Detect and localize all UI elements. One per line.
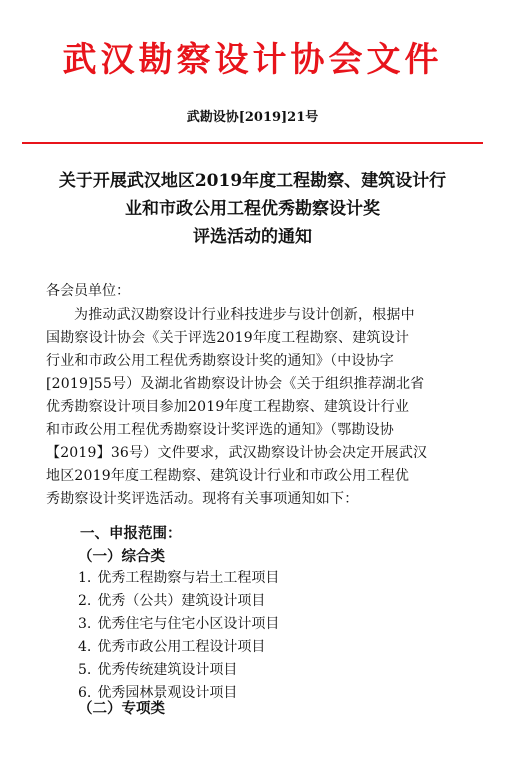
list-item <box>78 636 279 659</box>
list-item <box>78 590 279 613</box>
list-item-number: 3. <box>78 616 92 632</box>
list-item-text: 优秀市政公用工程设计项目 <box>97 639 266 655</box>
body-line: 地区2019年度工程勘察、建筑设计行业和市政公用工程优 <box>46 468 410 484</box>
list-item-text: 优秀（公共）建筑设计项目 <box>97 593 266 609</box>
notice-title-line: 业和市政公用工程优秀勘察设计奖 <box>125 199 380 219</box>
body-line: 和市政公用工程优秀勘察设计奖评选的通知》（鄂勘设协 <box>46 422 394 438</box>
list-item <box>78 613 279 636</box>
list-item-number: 2. <box>78 593 92 609</box>
body-line: 优秀勘察设计项目参加2019年度工程勘察、建筑设计行业 <box>46 399 410 415</box>
list-item-text: 优秀传统建筑设计项目 <box>97 662 238 678</box>
header-divider <box>22 142 483 144</box>
body-line: 【2019】36号）文件要求，武汉勘察设计协会决定开展武汉 <box>46 445 428 461</box>
body-line: 为推动武汉勘察设计行业科技进步与设计创新，根据中 <box>74 307 415 323</box>
salutation: 各会员单位： <box>46 283 130 299</box>
notice-title <box>0 167 505 251</box>
list-item <box>78 659 279 682</box>
comprehensive-category-list <box>78 567 279 705</box>
list-item-number: 1. <box>78 570 92 586</box>
list-item <box>78 567 279 590</box>
list-item-text: 优秀住宅与住宅小区设计项目 <box>97 616 280 632</box>
body-paragraph <box>46 304 466 511</box>
list-item-number: 4. <box>78 639 92 655</box>
notice-title-line: 评选活动的通知 <box>193 227 312 247</box>
body-line: [2019]55号）及湖北省勘察设计协会《关于组织推荐湖北省 <box>46 376 425 392</box>
list-item-text: 优秀工程勘察与岩土工程项目 <box>97 570 280 586</box>
section-heading-scope: 一、申报范围： <box>80 525 182 542</box>
subsection-heading-comprehensive: （一）综合类 <box>78 548 165 565</box>
list-item-text: 优秀园林景观设计项目 <box>97 685 238 701</box>
subsection-heading-special: （二）专项类 <box>78 700 165 717</box>
document-number: 武勘设协[2019]21号 <box>186 110 319 125</box>
notice-title-line: 关于开展武汉地区2019年度工程勘察、建筑设计行 <box>58 171 447 191</box>
body-line: 国勘察设计协会《关于评选2019年度工程勘察、建筑设计 <box>46 330 410 346</box>
org-header-title: 武汉勘察设计协会文件 <box>62 40 443 80</box>
list-item-number: 5. <box>78 662 92 678</box>
list-item-number: 6. <box>78 685 92 701</box>
body-line: 行业和市政公用工程优秀勘察设计奖的通知》（中设协字 <box>46 353 394 369</box>
body-line: 秀勘察设计奖评选活动。现将有关事项通知如下： <box>46 491 359 507</box>
